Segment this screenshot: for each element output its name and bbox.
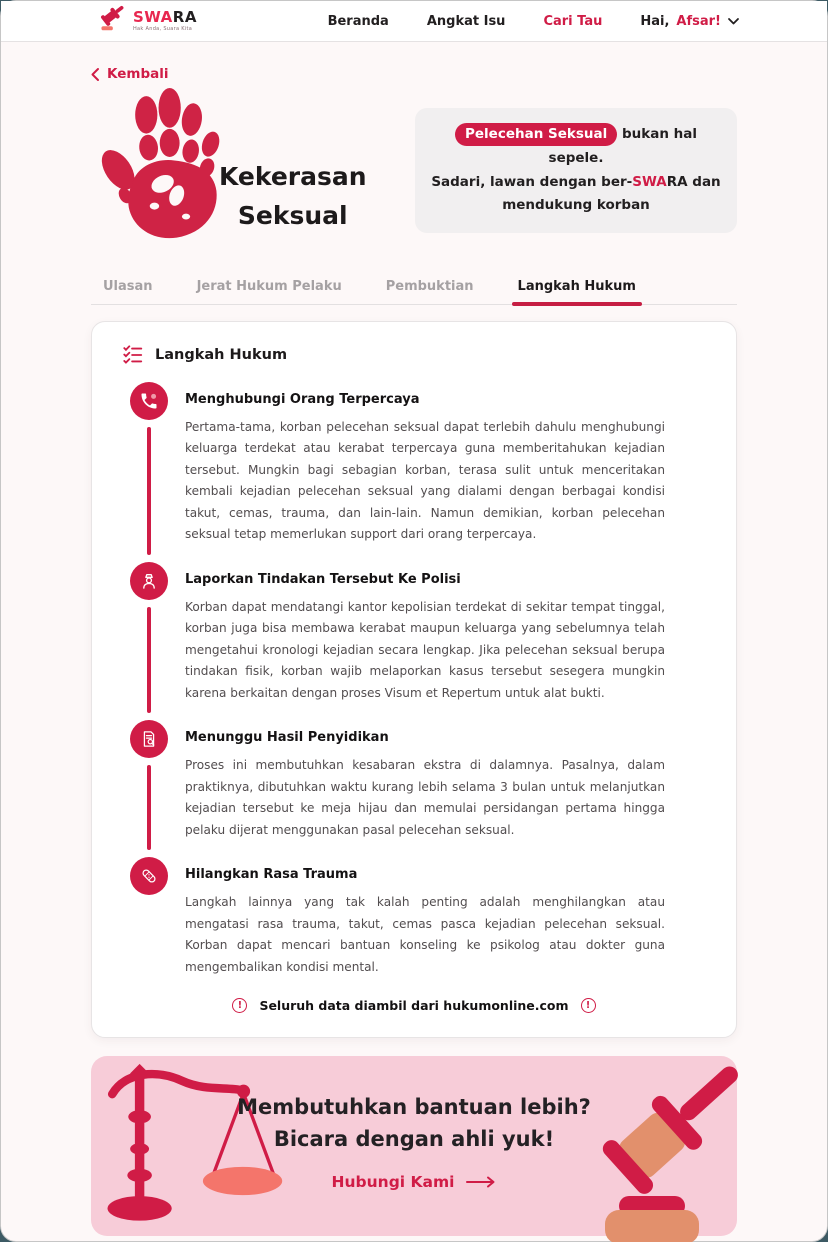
step-title: Hilangkan Rasa Trauma: [185, 867, 358, 883]
tab-jerat-hukum-pelaku[interactable]: Jerat Hukum Pelaku: [196, 278, 342, 294]
page-content: [1, 42, 827, 1236]
police-icon: [139, 571, 159, 591]
gavel-logo-icon: [97, 7, 127, 35]
hero-section: [91, 95, 737, 247]
footnote-text: Seluruh data diambil dari hukumonline.com: [259, 998, 569, 1014]
swara-logo[interactable]: [97, 7, 197, 35]
data-source-note: [118, 998, 710, 1013]
back-link[interactable]: Kembali: [91, 66, 168, 82]
step-body: Proses ini membutuhkan kesabaran ekstra di dalamnya. Pasalnya, dalam praktiknya, dibutuhkan waktu kurang lebih selama 3 bulan untuk melanjutkan kejadian tersebut ke meja hijau dan memulai persidangan pertama hingga pelaku dijerat menggunakan pasal pelecehan seksual.: [185, 758, 665, 837]
chevron-left-icon: [91, 68, 99, 81]
step-item: [130, 857, 710, 994]
bandage-icon: [139, 866, 159, 886]
topic-tabs: [91, 279, 737, 305]
step-body: Langkah lainnya yang tak kalah penting adalah menghilangkan atau mengatasi rasa trauma, takut, cemas pasca kejadian pelecehan seksual. Korban dapat mencari bantuan konseling ke psikolog atau dokter guna mengembalikan kondisi mental.: [185, 895, 665, 974]
tab-ulasan[interactable]: Ulasan: [103, 278, 153, 294]
page-title: Kekerasan Seksual: [219, 161, 367, 230]
step-title: Menghubungi Orang Terpercaya: [185, 391, 420, 407]
tab-pembuktian[interactable]: Pembuktian: [385, 278, 474, 294]
chevron-down-icon: [728, 18, 739, 25]
awareness-callout: Pelecehan Seksual bukan hal sepele. Sadari, lawan dengan ber-SWARA dan mendukung korban: [415, 108, 737, 233]
logo-tagline: Hak Anda, Suara Kita: [133, 26, 193, 32]
timeline-connector: [147, 607, 151, 714]
timeline-connector: [147, 765, 151, 850]
tab-langkah-hukum[interactable]: Langkah Hukum: [518, 279, 636, 304]
timeline-connector: [147, 427, 151, 555]
checklist-icon: [122, 344, 144, 366]
step-item: [130, 720, 710, 857]
greeting-prefix: Hai,: [640, 13, 670, 29]
langkah-hukum-card: [91, 321, 737, 1039]
banner-title: Membutuhkan bantuan lebih? Bicara dengan ahli yuk!: [237, 1095, 591, 1151]
username: Afsar!: [676, 13, 721, 29]
card-heading: Langkah Hukum: [155, 346, 288, 363]
contact-us-link[interactable]: Hubungi Kami: [332, 1173, 497, 1191]
main-nav: [328, 14, 739, 29]
nav-item-angkat-isu[interactable]: Angkat Isu: [426, 13, 506, 29]
step-item: [130, 382, 710, 562]
document-search-icon: [139, 729, 159, 749]
step-body: Pertama-tama, korban pelecehan seksual dapat terlebih dahulu menghubungi keluarga terdekat atau kerabat terpercaya guna memberitahukan kejadian tersebut. Mungkin bagi sebagian korban, terasa sulit untuk menceritakan kembali kejadian pelecehan seksual yang dialami dengan berbagai kondisi takut, cemas, trauma, dan lain-lain. Namun demikian, korban pelecehan seksual tetap memerlukan support dari orang terpercaya.: [185, 419, 665, 542]
alert-icon: !: [232, 998, 247, 1013]
alert-icon: !: [581, 998, 596, 1013]
help-banner: [91, 1056, 737, 1236]
top-navigation-bar: [1, 1, 827, 42]
callout-badge: Pelecehan Seksual: [455, 123, 617, 146]
nav-item-beranda[interactable]: Beranda: [327, 13, 389, 29]
arrow-right-icon: [466, 1176, 496, 1188]
step-title: Laporkan Tindakan Tersebut Ke Polisi: [185, 571, 461, 587]
phone-icon: [139, 391, 159, 411]
step-body: Korban dapat mendatangi kantor kepolisian terdekat di sekitar tempat tinggal, korban juga bisa membawa kerabat maupun keluarga yang sebelumnya telah mengetahui kronologi kejadian secara lengkap. Jika pelecehan seksual berupa tindakan fisik, korban wajib melaporkan kasus tersebut sesegera mungkin karena berkaitan dengan proses Visum et Repertum untuk alat bukti.: [185, 599, 665, 700]
step-item: [130, 562, 710, 721]
user-menu[interactable]: [640, 14, 739, 29]
steps-timeline: [118, 382, 710, 995]
logo-wordmark: SWARA: [133, 8, 197, 26]
nav-item-cari-tau[interactable]: Cari Tau: [543, 13, 603, 29]
step-title: Menunggu Hasil Penyidikan: [185, 730, 389, 746]
